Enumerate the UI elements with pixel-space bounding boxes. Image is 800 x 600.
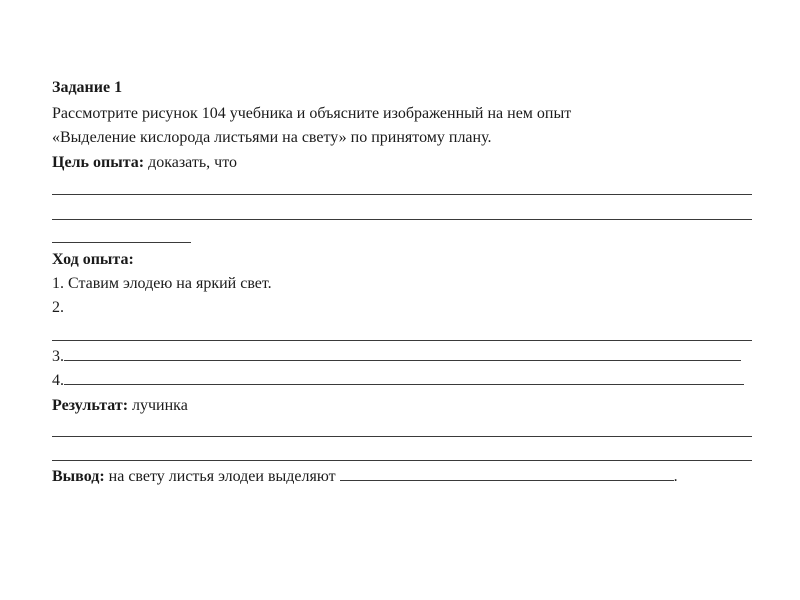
conclusion-label: Вывод: (52, 468, 105, 485)
procedure-step-3-line[interactable] (64, 346, 741, 361)
task-text-line-1: Рассмотрите рисунок 104 учебника и объясните изображенный на нем опыт (52, 105, 572, 122)
goal-answer-line-3[interactable] (52, 242, 191, 243)
goal-answer-line-2[interactable] (52, 219, 752, 220)
conclusion-period: . (673, 468, 678, 485)
procedure-step-3-number: 3. (52, 348, 64, 365)
task-text-line-2: «Выделение кислорода листьями на свету» по принятому плану. (52, 129, 492, 146)
procedure-step-3 (52, 346, 741, 367)
goal-text: доказать, что (144, 154, 237, 171)
conclusion-line (52, 466, 678, 487)
procedure-step-1: 1. Ставим элодею на яркий свет. (52, 275, 272, 292)
result-line (52, 396, 188, 416)
goal-label: Цель опыта: (52, 154, 145, 171)
task-heading: Задание 1 (52, 79, 123, 96)
result-text: лучинка (128, 397, 188, 414)
conclusion-answer-line[interactable] (340, 466, 674, 481)
goal-answer-line-1[interactable] (52, 194, 752, 195)
procedure-step-4-line[interactable] (64, 370, 744, 385)
procedure-step-2-line[interactable] (52, 340, 752, 341)
result-answer-line-1[interactable] (52, 436, 752, 437)
procedure-label: Ход опыта: (52, 251, 134, 268)
conclusion-text: на свету листья элодеи выделяют (104, 468, 340, 485)
result-answer-line-2[interactable] (52, 460, 752, 461)
procedure-step-2-number: 2. (52, 299, 64, 316)
procedure-step-4-number: 4. (52, 372, 64, 389)
goal-line (52, 153, 237, 173)
result-label: Результат: (52, 397, 129, 414)
procedure-step-4 (52, 370, 744, 391)
